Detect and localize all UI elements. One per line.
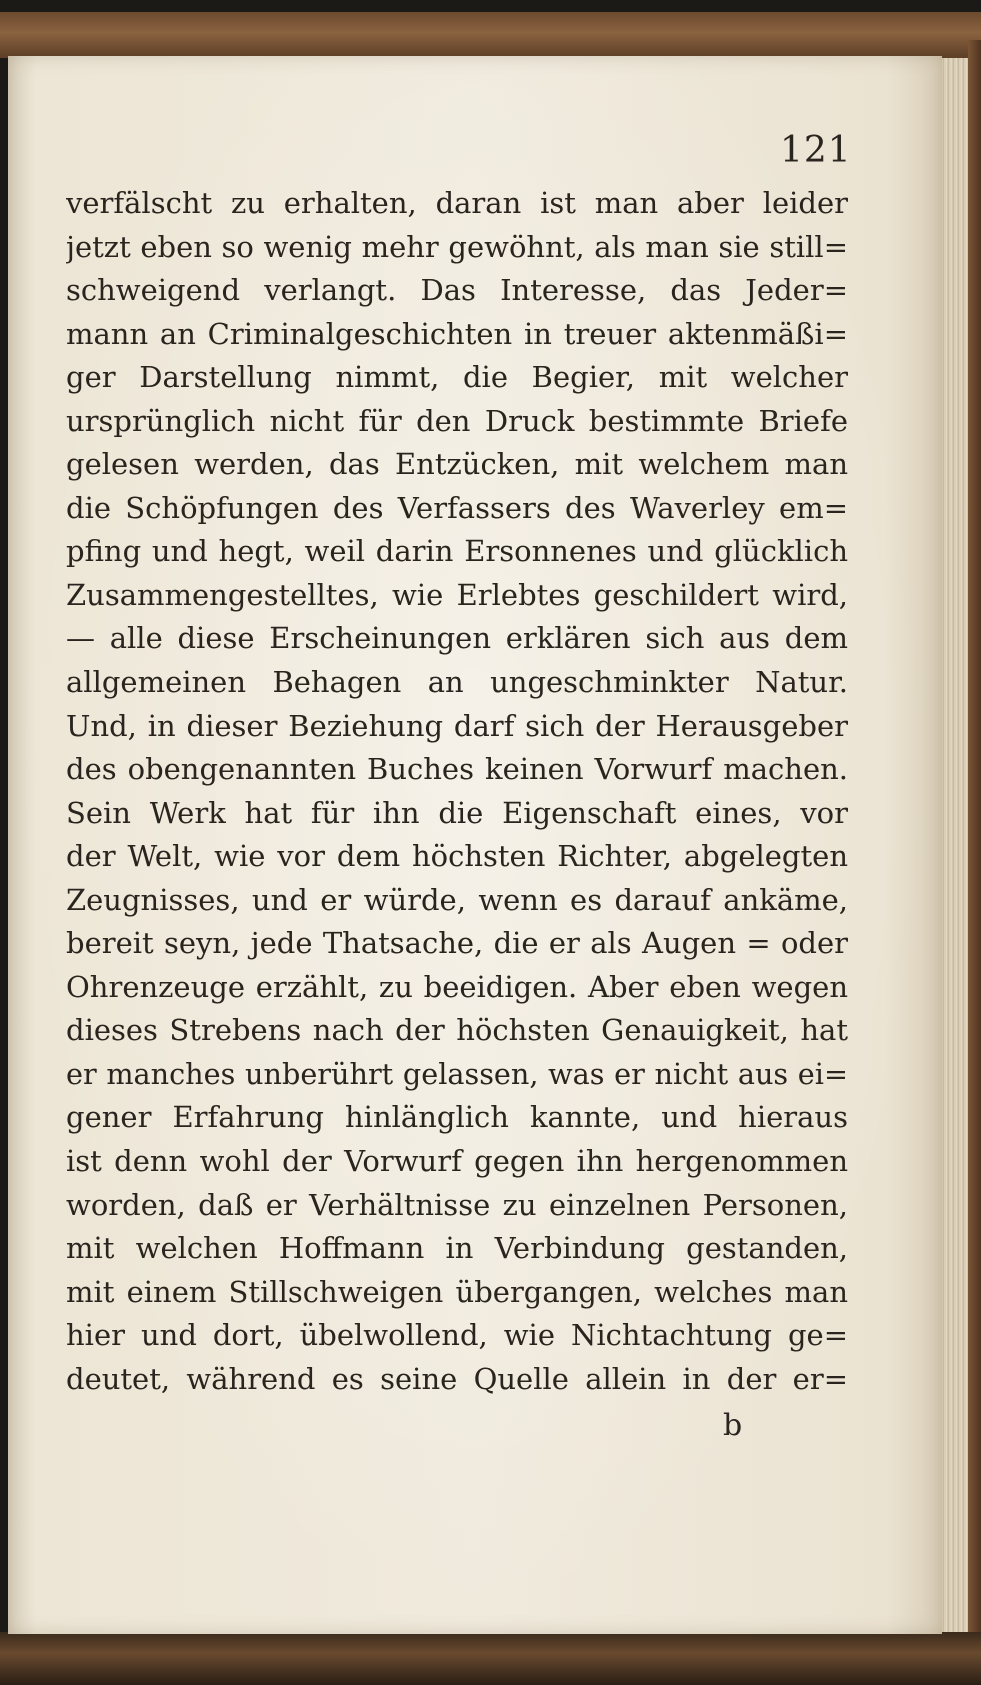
text-line: Zeugnisses, und er würde, wenn es darauf ankäme, xyxy=(66,882,848,917)
text-line: Sein Werk hat für ihn die Eigenschaft eines, vor xyxy=(66,795,848,830)
text-line: mit einem Stillschweigen übergangen, welches man xyxy=(66,1274,848,1309)
text-line: mit welchen Hoffmann in Verbindung gestanden, xyxy=(66,1231,848,1266)
text-line: pfing und hegt, weil darin Ersonnenes und glücklich xyxy=(66,534,848,569)
text-line: allgemeinen Behagen an ungeschminkter Natur. xyxy=(66,665,848,700)
text-line: bereit seyn, jede Thatsache, die er als Augen = oder xyxy=(66,926,848,961)
text-line: verfälscht zu erhalten, daran ist man aber leider xyxy=(66,186,848,220)
text-line: ist denn wohl der Vorwurf gegen ihn hergenommen xyxy=(66,1144,848,1179)
text-line: worden, daß er Verhältnisse zu einzelnen Personen, xyxy=(66,1187,848,1222)
text-line: der Welt, wie vor dem höchsten Richter, abgelegten xyxy=(66,839,848,874)
text-line: des obengenannten Buches keinen Vorwurf machen. xyxy=(66,752,848,787)
signature-mark: b xyxy=(723,1408,743,1443)
text-line: Ohrenzeuge erzählt, zu beeidigen. Aber eben wegen xyxy=(66,969,848,1004)
text-line: Und, in dieser Beziehung darf sich der Herausgeber xyxy=(66,708,848,743)
text-line: dieses Strebens nach der höchsten Genauigkeit, hat xyxy=(66,1013,848,1048)
text-line: er manches unberührt gelassen, was er nicht aus ei= xyxy=(66,1056,848,1091)
text-line: ursprünglich nicht für den Druck bestimmte Briefe xyxy=(66,403,848,438)
text-line: mann an Criminalgeschichten in treuer aktenmäßi= xyxy=(66,316,848,351)
text-line: schweigend verlangt. Das Interesse, das Jeder= xyxy=(66,273,848,308)
text-line: die Schöpfungen des Verfassers des Waverley em= xyxy=(66,490,848,525)
book-cover-bottom-edge xyxy=(0,1632,981,1685)
text-line: deutet, während es seine Quelle allein in der er= xyxy=(66,1361,848,1396)
book-cover-right-edge xyxy=(968,40,981,1650)
text-line: ger Darstellung nimmt, die Begier, mit welcher xyxy=(66,360,848,395)
body-text xyxy=(66,182,848,1401)
text-line: — alle diese Erscheinungen erklären sich aus dem xyxy=(66,621,848,656)
text-line: jetzt eben so wenig mehr gewöhnt, als man sie still= xyxy=(66,229,848,264)
page-number: 121 xyxy=(780,130,852,171)
text-line: Zusammengestelltes, wie Erlebtes geschildert wird, xyxy=(66,577,848,612)
text-line: gener Erfahrung hinlänglich kannte, und hieraus xyxy=(66,1100,848,1135)
book-cover-top-edge xyxy=(0,12,981,58)
text-line: gelesen werden, das Entzücken, mit welchem man xyxy=(66,447,848,482)
text-line: hier und dort, übelwollend, wie Nichtachtung ge= xyxy=(66,1318,848,1353)
